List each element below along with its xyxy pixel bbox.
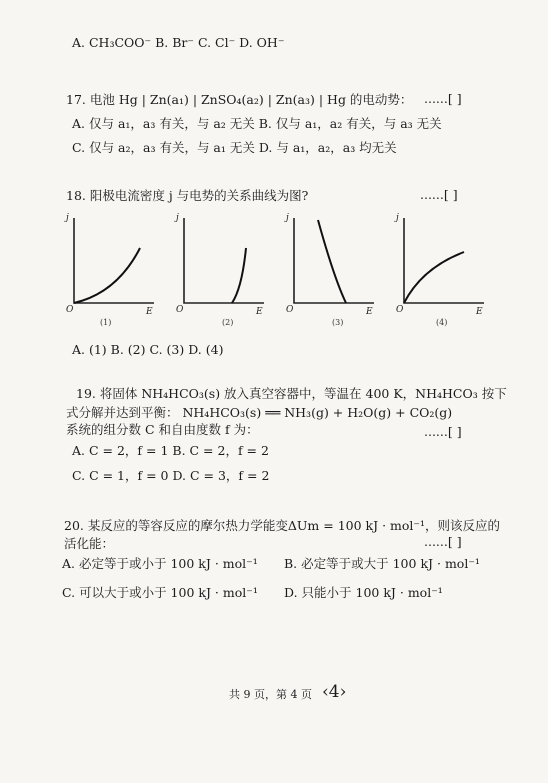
q18-graph-1-caption: (1): [100, 318, 112, 327]
q19-stem-line-3: 系统的组分数 C 和自由度数 f 为：: [66, 422, 259, 437]
q20-option-a: A. 必定等于或小于 100 kJ · mol⁻¹: [62, 556, 258, 571]
q18-graph-1-curve: [74, 248, 140, 303]
q19-stem-line-2: 式分解并达到平衡： NH₄HCO₃(s) ══ NH₃(g) + H₂O(g) + CO₂(g): [66, 405, 453, 420]
q19-answer-bracket: ......[ ]: [424, 424, 462, 439]
q17-options-ab: A. 仅与 a₁，a₃ 有关，与 a₂ 无关 B. 仅与 a₁，a₂ 有关，与 a₃ 无关: [72, 116, 442, 131]
q20-option-c: C. 可以大于或小于 100 kJ · mol⁻¹: [62, 585, 258, 600]
q18-graph-2-curve: [232, 248, 246, 303]
q18-graph-2-y-label: j: [176, 213, 179, 223]
q18-graph-4-origin-label: O: [396, 305, 404, 315]
page-number-mark: ‹4›: [322, 682, 347, 702]
q18-graph-3-y-label: j: [286, 213, 289, 223]
q18-answer-bracket: ......[ ]: [420, 187, 458, 202]
q20-stem-line-1: 20. 某反应的等容反应的摩尔热力学能变ΔUm = 100 kJ · mol⁻¹，则该反应的: [64, 518, 501, 533]
q20-answer-bracket: ......[ ]: [424, 534, 462, 549]
q18-graph-3-origin-label: O: [286, 305, 294, 315]
q18-graph-1-x-label: E: [146, 307, 153, 317]
q18-graph-4-x-label: E: [476, 307, 483, 317]
q17-answer-bracket: ......[ ]: [424, 91, 462, 106]
q18-graph-3: [282, 208, 382, 333]
q19-options-ab: A. C = 2，f = 1 B. C = 2，f = 2: [72, 443, 269, 458]
q20-option-b: B. 必定等于或大于 100 kJ · mol⁻¹: [284, 556, 480, 571]
q18-stem: 18. 阳极电流密度 j 与电势的关系曲线为图?: [66, 188, 309, 203]
q18-graph-2-origin-label: O: [176, 305, 184, 315]
q19-options-cd: C. C = 1，f = 0 D. C = 3，f = 2: [72, 468, 270, 483]
q18-options: A. (1) B. (2) C. (3) D. (4): [72, 342, 224, 357]
q18-graph-2-x-label: E: [256, 307, 263, 317]
q18-graph-3-caption: (3): [332, 318, 344, 327]
q18-graph-2-caption: (2): [222, 318, 234, 327]
q18-graph-3-x-label: E: [366, 307, 373, 317]
q18-graph-4-y-label: j: [396, 213, 399, 223]
q18-graph-1-origin-label: O: [66, 305, 74, 315]
q18-graph-1-y-label: j: [66, 213, 69, 223]
q16-options: A. CH₃COO⁻ B. Br⁻ C. Cl⁻ D. OH⁻: [72, 35, 285, 50]
q17-options-cd: C. 仅与 a₂，a₃ 有关，与 a₁ 无关 D. 与 a₁，a₂，a₃ 均无关: [72, 140, 397, 155]
q20-option-d: D. 只能小于 100 kJ · mol⁻¹: [284, 585, 443, 600]
q18-graph-1: [62, 208, 162, 333]
q17-stem: 17. 电池 Hg | Zn(a₁) | ZnSO₄(a₂) | Zn(a₃) | Hg 的电动势：: [66, 92, 413, 107]
q18-graph-4: [392, 208, 492, 333]
q20-stem-line-2: 活化能：: [64, 536, 115, 551]
q18-graph-4-curve: [404, 252, 464, 303]
q18-graph-2: [172, 208, 272, 333]
q19-stem-line-1: 19. 将固体 NH₄HCO₃(s) 放入真空容器中，等温在 400 K，NH₄HCO₃ 按下: [76, 386, 507, 401]
page-footer-info: 共 9 页，第 4 页: [229, 688, 312, 701]
q18-graph-4-caption: (4): [436, 318, 448, 327]
q18-graph-3-curve: [318, 220, 346, 303]
